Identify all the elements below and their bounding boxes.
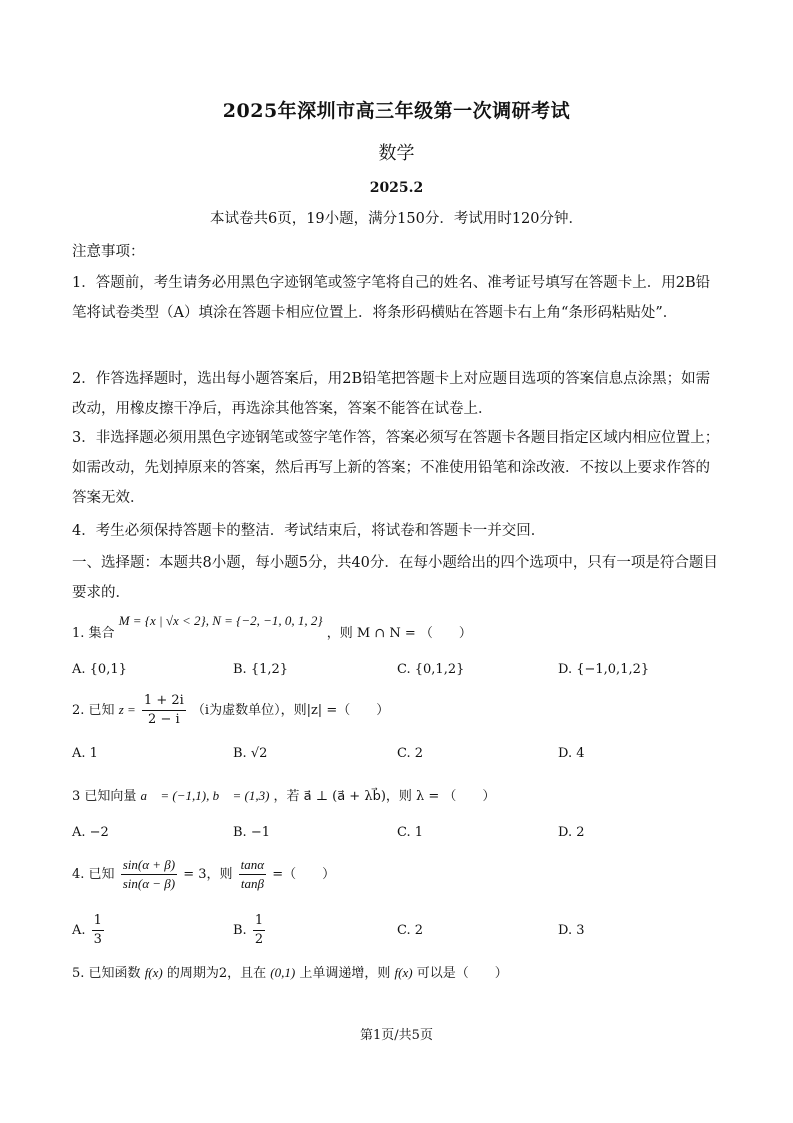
q3-option-d: D. 2 (558, 825, 585, 840)
q4-option-b-label: B. (233, 923, 247, 938)
question-5 (72, 962, 508, 981)
q4-option-a-num: 1 (92, 912, 104, 931)
q5-function-2: f(x) (394, 965, 413, 980)
note-item-1: 1．答题前，考生请务必用黑色字迹钢笔或签字笔将自己的姓名、准考证号填写在答题卡上．用2B铅笔将试卷类型（A）填涂在答题卡相应位置上．将条形码横贴在答题卡右上角“条形码粘贴处”． (72, 275, 711, 321)
q4-option-a-label: A. (72, 923, 86, 938)
q5-function-1: f(x) (144, 965, 163, 980)
q4-fraction-2 (239, 856, 266, 893)
q1-math: M = {x | √x < 2}, N = {−2, −1, 0, 1, 2} (118, 613, 323, 628)
q5-interval: (0,1) (270, 965, 296, 980)
q3-option-c: C. 1 (397, 825, 424, 840)
question-1 (72, 613, 472, 641)
note-item-3: 3．非选择题必须用黑色字迹钢笔或签字笔作答，答案必须写在答题卡各题目指定区域内相应位置上；如需改动，先划掉原来的答案，然后再写上新的答案；不准使用铅笔和涂改液．不按以上要求作答的答案无效． (72, 430, 720, 506)
note-item-4: 4．考生必须保持答题卡的整洁．考试结束后，将试卷和答题卡一并交回． (72, 523, 546, 539)
q1-suffix: ，则 M ∩ N = （ ） (326, 626, 472, 641)
question-3 (72, 785, 495, 804)
notes-heading: 注意事项： (72, 244, 145, 260)
q4-option-d: D. 3 (558, 923, 585, 938)
exam-title: 2025年深圳市高三年级第一次调研考试 (222, 100, 571, 122)
q4-fraction-1 (121, 856, 177, 893)
q2-fraction (142, 692, 186, 729)
q5-mid-2: 上单调递增，则 (299, 966, 391, 981)
q4-denominator-2: tanβ (240, 876, 264, 891)
q1-option-c: C. {0,1,2} (397, 662, 465, 677)
q4-option-a-fraction (92, 912, 104, 949)
q2-option-b: B. √2 (233, 746, 268, 761)
exam-date: 2025.2 (369, 180, 424, 196)
q1-option-d: D. {−1,0,1,2} (558, 662, 650, 677)
q4-option-b-num: 1 (253, 912, 265, 931)
q4-option-c: C. 2 (397, 923, 424, 938)
q4-prefix: 4. 已知 (72, 867, 115, 882)
q2-option-d: D. 4 (558, 746, 585, 761)
q2-prefix: 2. 已知 (72, 703, 115, 718)
exam-subject: 数学 (378, 143, 415, 164)
q3-option-a: A. −2 (72, 825, 109, 840)
note-item-2: 2．作答选择题时，选出每小题答案后，用2B铅笔把答题卡上对应题目选项的答案信息点涂黑；如需改动，用橡皮擦干净后，再选涂其他答案，答案不能答在试卷上． (72, 371, 711, 417)
q1-prefix: 1. 集合 (72, 626, 115, 641)
q2-numerator: 1 + 2i (142, 692, 186, 711)
question-4 (72, 856, 335, 893)
q4-option-a (72, 912, 106, 949)
q1-option-b: B. {1,2} (233, 662, 289, 677)
q2-denominator: 2 − i (148, 712, 180, 727)
q4-option-b-den: 2 (254, 932, 264, 947)
q2-lhs: z = (118, 702, 136, 717)
q3-suffix: ，若 a⃗ ⊥ (a⃗ + λb⃗)，则 λ = （ ） (273, 789, 496, 804)
q4-numerator-2: tanα (239, 856, 266, 875)
q4-denominator-1: sin(α − β) (122, 876, 176, 891)
q3-prefix: 3 已知向量 (72, 789, 137, 804)
q5-mid-1: 的周期为2，且在 (166, 966, 267, 981)
q4-numerator-1: sin(α + β) (121, 856, 177, 875)
q2-option-c: C. 2 (397, 746, 424, 761)
q4-mid: = 3，则 (183, 867, 233, 882)
q3-math: a⃗ = (−1,1), b⃗ = (1,3) (140, 788, 270, 803)
q4-suffix: =（ ） (272, 867, 336, 882)
q3-option-b: B. −1 (233, 825, 270, 840)
q2-option-a: A. 1 (72, 746, 98, 761)
question-2 (72, 692, 389, 729)
q2-suffix: （i为虚数单位），则|z| =（ ） (191, 703, 390, 718)
q4-option-a-den: 3 (93, 932, 102, 947)
q1-option-a: A. {0,1} (72, 662, 127, 677)
exam-summary: 本试卷共6页，19小题，满分150分．考试用时120分钟． (209, 211, 584, 227)
q5-prefix: 5. 已知函数 (72, 966, 141, 981)
q5-suffix: 可以是（ ） (416, 966, 508, 981)
q4-option-b (233, 912, 267, 949)
q4-option-b-fraction (253, 912, 265, 949)
section1-heading: 一、选择题：本题共8小题，每小题5分，共40分．在每小题给出的四个选项中，只有一项是符合题目要求的． (72, 555, 718, 601)
page-footer: 第1页/共5页 (360, 1028, 433, 1043)
